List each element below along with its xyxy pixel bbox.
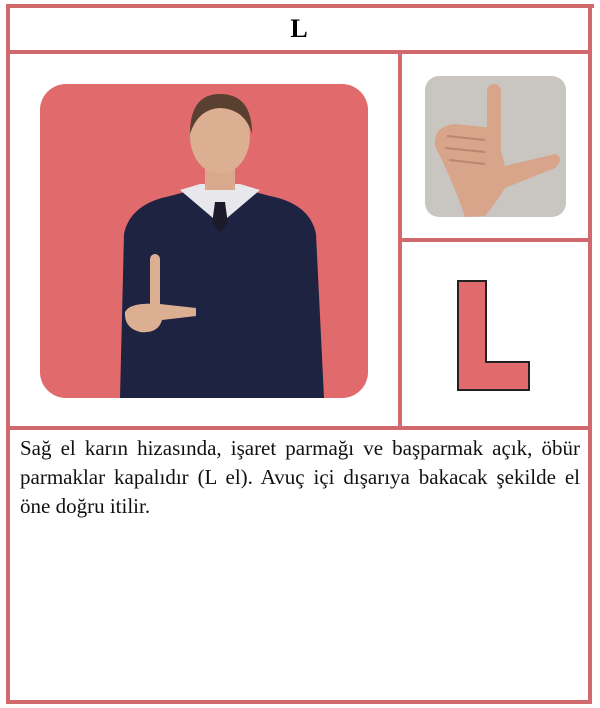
border-right — [588, 4, 592, 704]
signer-photo — [40, 84, 368, 398]
divider-right-horizontal — [398, 238, 592, 242]
border-bottom — [6, 700, 592, 704]
border-left — [6, 4, 10, 704]
card-title: L — [290, 14, 308, 43]
sign-description: Sağ el karın hizasında, işaret parmağı ve başparmak açık, öbür parmaklar kapalıdır (L el). Avuç içi dışarıya bakacak şekilde el öne doğru itilir. — [20, 436, 580, 518]
letter-l-icon — [455, 278, 535, 399]
handshape-photo — [425, 76, 566, 217]
divider-description — [6, 426, 592, 430]
divider-title — [6, 50, 592, 54]
